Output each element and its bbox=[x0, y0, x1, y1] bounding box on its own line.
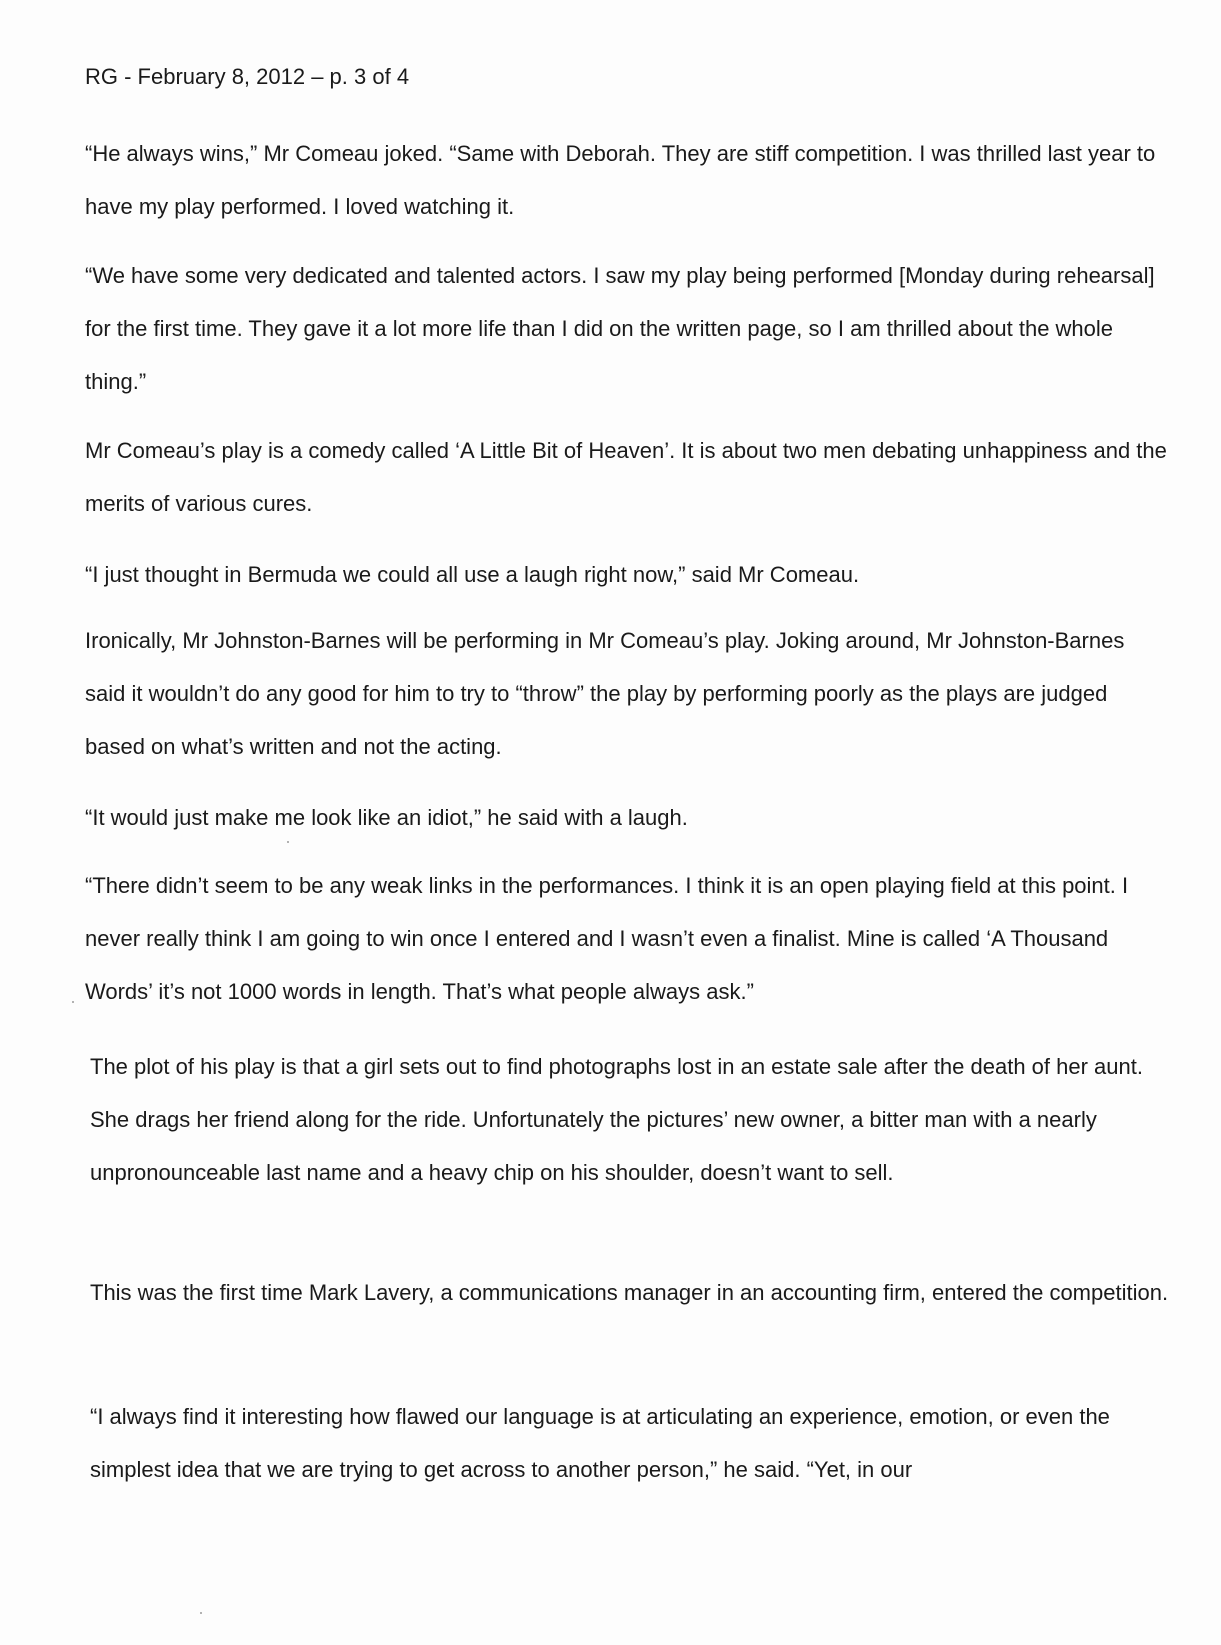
paragraph-7: “There didn’t seem to be any weak links in the performances. I think it is an open playing field at this point. I never really think I am going to win once I entered and I wasn’t even a finalist. Mine is called ‘A Thousand Words’ it’s not 1000 words in length. That’s what people always ask.” bbox=[85, 873, 1129, 1004]
paragraph-3: Mr Comeau’s play is a comedy called ‘A Little Bit of Heaven’. It is about two men debating unhappiness and the merits of various cures. bbox=[85, 438, 1167, 516]
paragraph-1: “He always wins,” Mr Comeau joked. “Same with Deborah. They are stiff competition. I was thrilled last year to have my play performed. I loved watching it. bbox=[85, 141, 1156, 219]
paragraph-10: “I always find it interesting how flawed our language is at articulating an experience, emotion, or even the simplest idea that we are trying to get across to another person,” he said. “Yet, in our bbox=[90, 1404, 1110, 1482]
paragraph-9: This was the first time Mark Lavery, a communications manager in an accounting firm, entered the competition. bbox=[90, 1280, 1169, 1305]
paragraph-6: “It would just make me look like an idiot,” he said with a laugh. bbox=[85, 805, 688, 830]
paragraph-8: The plot of his play is that a girl sets out to find photographs lost in an estate sale after the death of her aunt. She drags her friend along for the ride. Unfortunately the pictures’ new owner, a bitter man with a nearly unpronounceable last name and a heavy chip on his shoulder, doesn’t want to sell. bbox=[90, 1054, 1143, 1185]
scan-speck bbox=[200, 1612, 202, 1614]
scan-speck bbox=[72, 1001, 74, 1003]
running-head: RG - February 8, 2012 – p. 3 of 4 bbox=[85, 64, 410, 89]
paragraph-4: “I just thought in Bermuda we could all use a laugh right now,” said Mr Comeau. bbox=[85, 562, 860, 587]
scan-speck bbox=[287, 841, 289, 843]
paragraph-5: Ironically, Mr Johnston-Barnes will be performing in Mr Comeau’s play. Joking around, Mr Johnston-Barnes said it wouldn’t do any good for him to try to “throw” the play by performing poorly as the plays are judged based on what’s written and not the acting. bbox=[85, 628, 1125, 759]
paragraph-2: “We have some very dedicated and talented actors. I saw my play being performed [Monday during rehearsal] for the first time. They gave it a lot more life than I did on the written page, so I am thrilled about the whole thing.” bbox=[85, 263, 1155, 394]
